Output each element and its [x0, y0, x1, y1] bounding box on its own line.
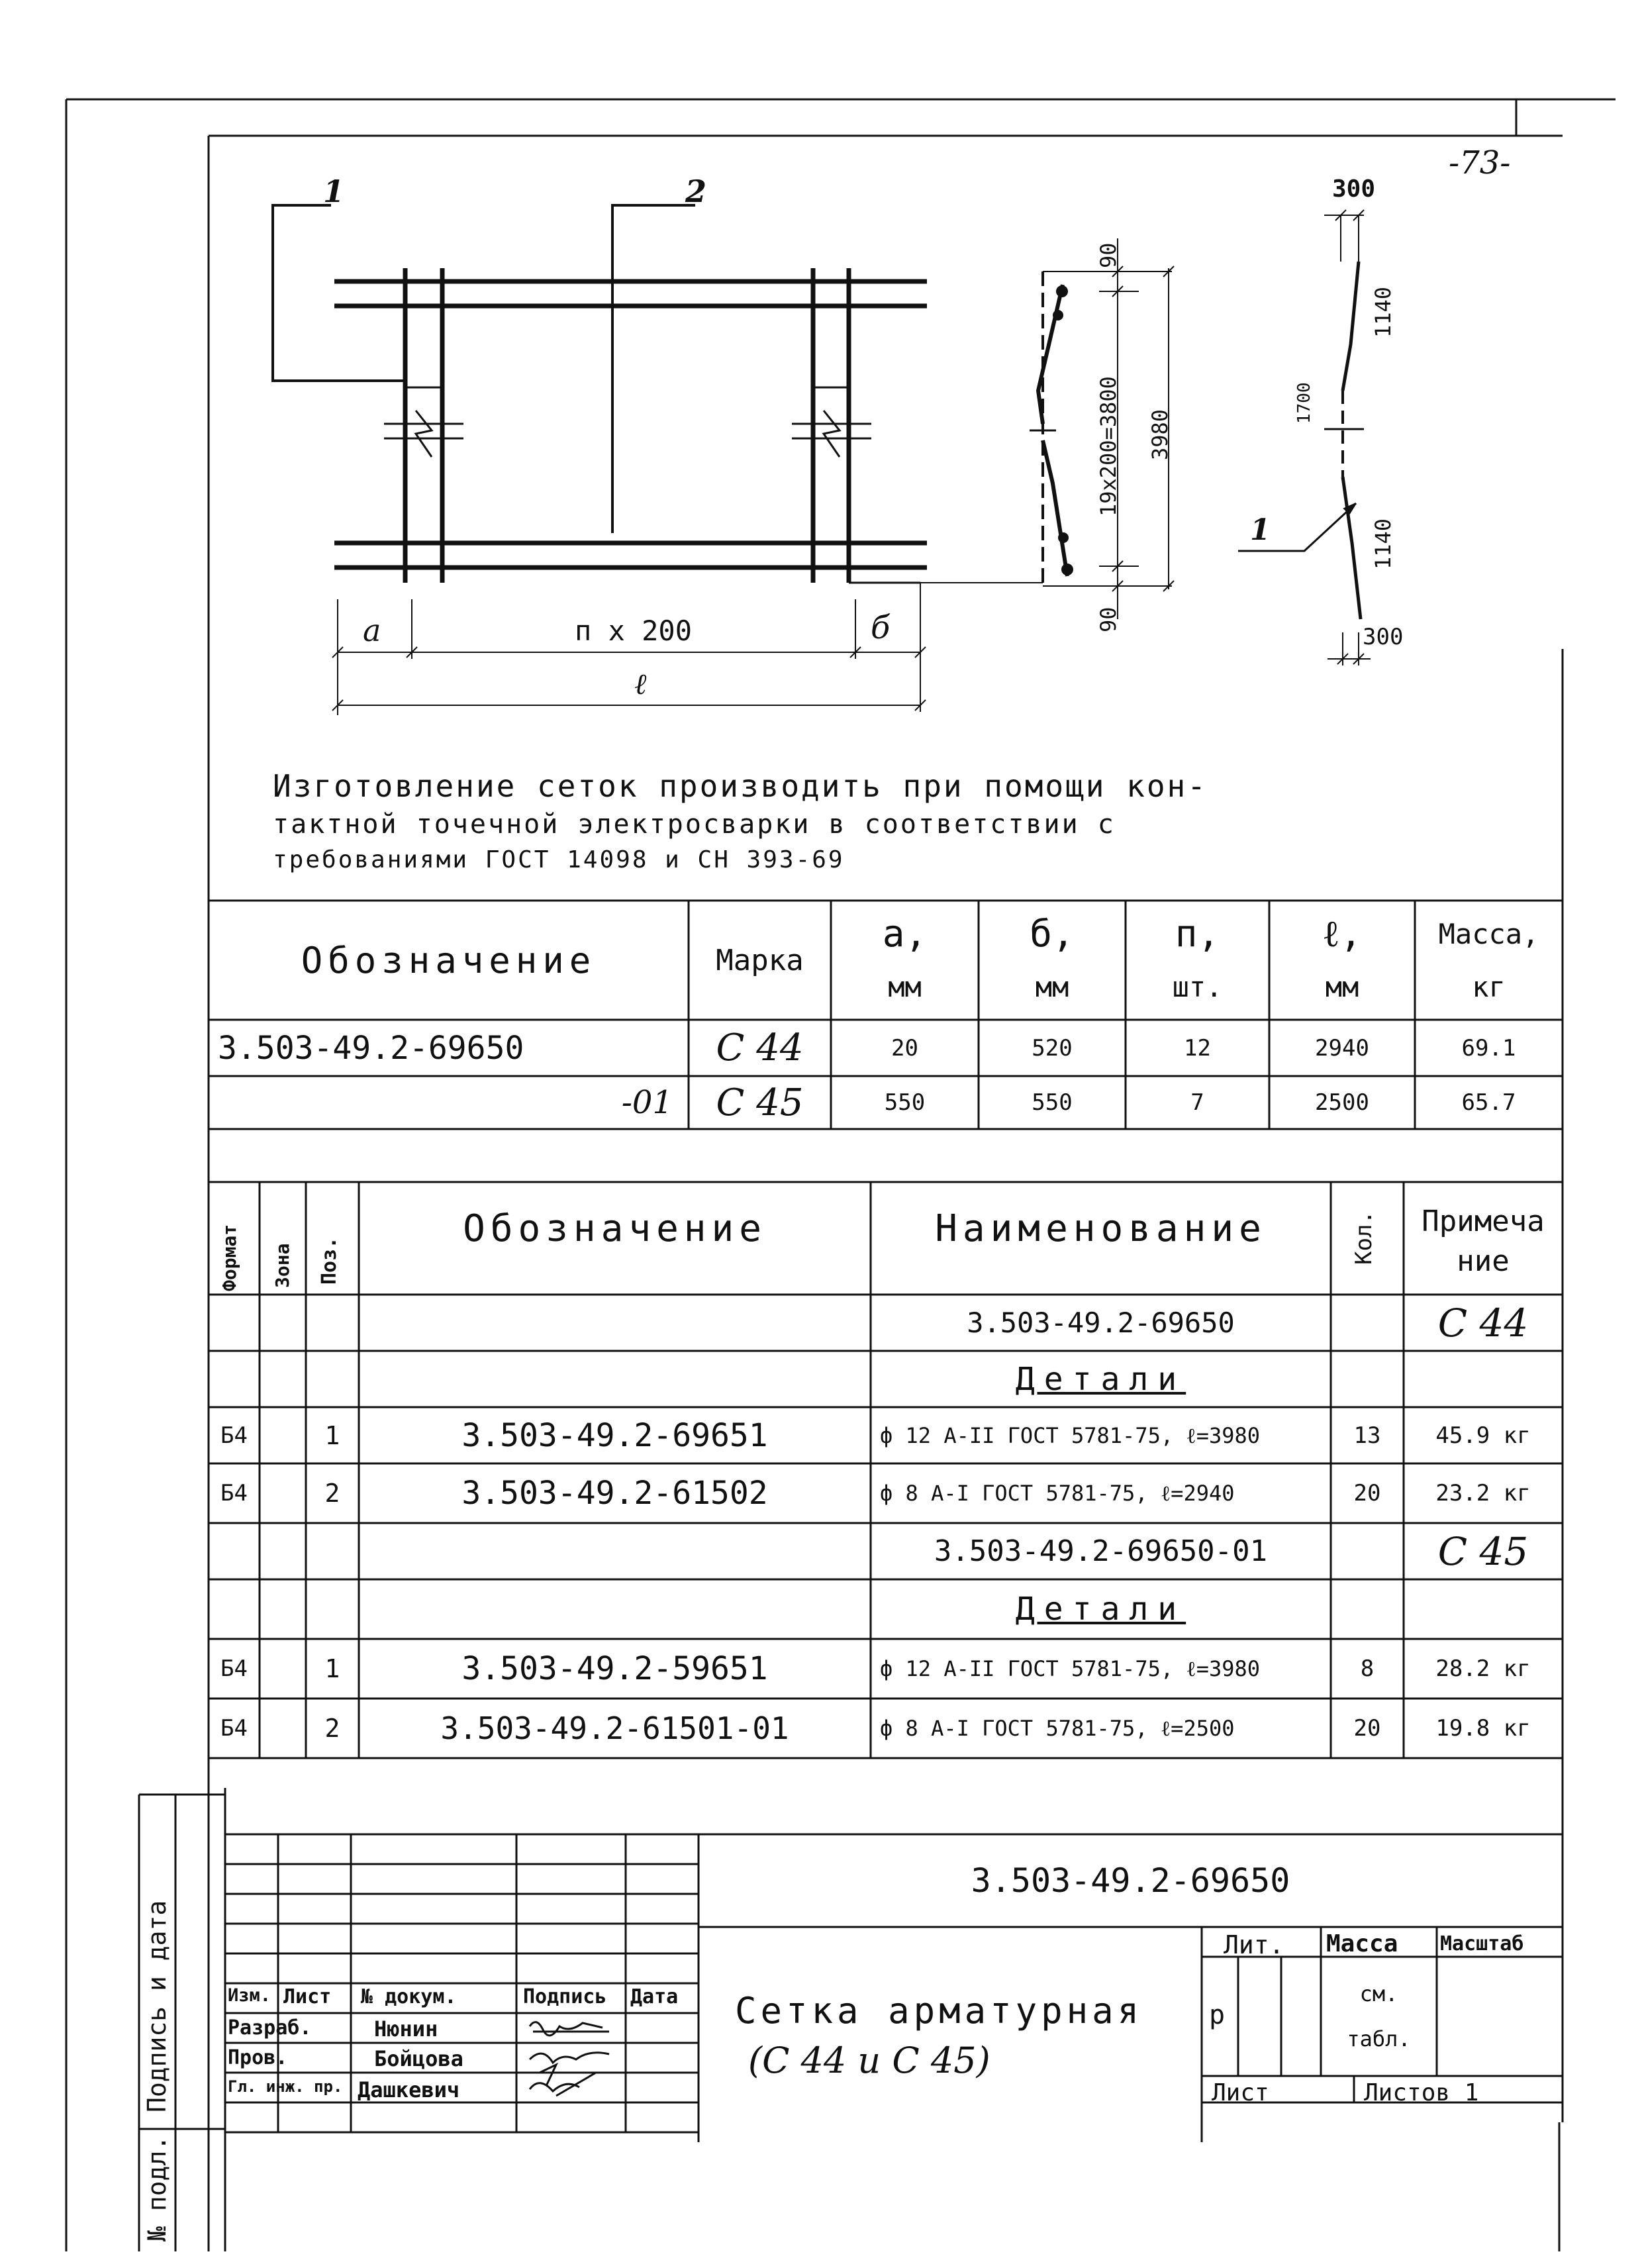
- spec-row-note: С 45: [1437, 1528, 1529, 1574]
- tb-mass-value: см. табл.: [1347, 1981, 1411, 2051]
- marks-row-mark: С 45: [716, 1081, 804, 1124]
- spec-header-qty: Кол.: [1351, 1210, 1377, 1265]
- dim-300-bottom-label: 300: [1363, 624, 1404, 650]
- dim-90-bottom-label: 90: [1096, 607, 1121, 632]
- tb-header-sheet: Лист: [283, 1985, 332, 2008]
- spec-header-format: Формат: [218, 1224, 240, 1291]
- marks-header-b-unit: мм: [1035, 970, 1069, 1003]
- marks-row-n: 7: [1190, 1089, 1204, 1116]
- section-label-1: 1: [323, 173, 345, 209]
- spec-row-format: Б4: [220, 1480, 248, 1506]
- tb-header-date: Дата: [630, 1985, 679, 2008]
- marks-header-a: а,: [882, 912, 928, 956]
- spec-row-section: Детали: [1015, 1591, 1186, 1628]
- tb-name: Дашкевич: [358, 2077, 460, 2102]
- spec-row-name: ф 12 А-II ГОСТ 5781-75, ℓ=3980: [880, 1422, 1261, 1448]
- spec-row-section: Детали: [1015, 1360, 1186, 1398]
- marks-row-l: 2500: [1315, 1089, 1369, 1116]
- spec-row-format: Б4: [220, 1715, 248, 1742]
- title-line-1: Сетка арматурная: [735, 1990, 1143, 2032]
- marks-header-b: б,: [1030, 912, 1075, 956]
- spec-header-pos: Поз.: [318, 1236, 341, 1285]
- dim-n200-label: п х 200: [575, 615, 693, 647]
- tb-role: Пров.: [228, 2046, 288, 2069]
- tb-role: Гл. инж. пр.: [228, 2077, 343, 2096]
- dim-1140-top-label: 1140: [1371, 286, 1396, 338]
- tb-header-signature: Подпись: [523, 1985, 607, 2008]
- dim-a-label: a: [363, 613, 381, 648]
- spec-row-format: Б4: [220, 1422, 248, 1449]
- marks-row-l: 2940: [1315, 1034, 1369, 1061]
- spec-header-designation: Обозначение: [463, 1207, 767, 1250]
- signatures: [516, 2013, 626, 2102]
- spec-header-zone: Зона: [271, 1243, 293, 1288]
- dim-300-top-label: 300: [1332, 175, 1376, 203]
- spec-row-note: 28.2 кг: [1435, 1655, 1531, 1682]
- spec-row-pos: 2: [324, 1479, 340, 1508]
- note-line-3: требованиями ГОСТ 14098 и СН 393-69: [273, 846, 845, 873]
- tb-role: Разраб.: [228, 2016, 312, 2040]
- tb-name: Бойцова: [374, 2046, 463, 2071]
- marks-row-b: 550: [1032, 1089, 1073, 1116]
- dim-1700-label: 1700: [1294, 382, 1314, 424]
- spec-row-pos: 2: [324, 1714, 340, 1743]
- marks-header-l-unit: мм: [1325, 970, 1359, 1003]
- tb-header-doc-no: № докум.: [361, 1985, 457, 2008]
- spec-row-qty: 20: [1353, 1715, 1381, 1742]
- dim-1140-bottom-label: 1140: [1371, 518, 1396, 569]
- title-doc-number: 3.503-49.2-69650: [971, 1861, 1290, 1900]
- spec-row-note: 45.9 кг: [1435, 1422, 1531, 1449]
- spec-row-qty: 20: [1353, 1480, 1381, 1506]
- spec-row-note: 23.2 кг: [1435, 1480, 1531, 1506]
- section-label-2: 2: [685, 173, 707, 209]
- marks-header-l: ℓ,: [1322, 912, 1363, 956]
- spec-row-note: С 44: [1437, 1300, 1529, 1346]
- spec-header-name: Наименование: [935, 1207, 1267, 1250]
- tb-sheet-label: Лист: [1212, 2079, 1269, 2106]
- marks-row-mass: 65.7: [1461, 1089, 1516, 1116]
- callout-label-1: 1: [1250, 513, 1271, 547]
- tb-mass-label: Масса: [1326, 1930, 1398, 1957]
- tb-stage-label: Лит.: [1224, 1930, 1284, 1959]
- marks-row-b: 520: [1032, 1034, 1073, 1061]
- marks-header-n-unit: шт.: [1172, 970, 1223, 1003]
- tb-name: Нюнин: [374, 2016, 438, 2042]
- marks-row-designation: -01: [621, 1084, 673, 1121]
- spec-row-designation: 3.503-49.2-59651: [461, 1650, 768, 1687]
- spec-row-format: Б4: [220, 1655, 248, 1682]
- dim-l-label: ℓ: [634, 667, 647, 701]
- note-line-2: тактной точечной электросварки в соответствии с: [273, 809, 1116, 840]
- spec-row-pos: 1: [324, 1420, 340, 1450]
- marks-header-mass-unit: кг: [1472, 970, 1506, 1003]
- spec-header-note: Примечание: [1422, 1205, 1545, 1278]
- spec-row-note: 19.8 кг: [1435, 1715, 1531, 1742]
- spec-row-name: 3.503-49.2-69650-01: [934, 1534, 1268, 1568]
- spec-row-name: ф 12 А-II ГОСТ 5781-75, ℓ=3980: [880, 1656, 1261, 1681]
- marks-row-n: 12: [1184, 1034, 1211, 1061]
- dim-19x200-label: 19х200=3800: [1096, 376, 1121, 517]
- tb-header-change: Изм.: [228, 1985, 271, 2006]
- title-line-2: (С 44 и С 45): [748, 2040, 990, 2081]
- spec-row-qty: 13: [1353, 1422, 1381, 1449]
- spec-row-designation: 3.503-49.2-61501-01: [440, 1710, 789, 1746]
- side-stamp-signature-date: Подпись и дата: [142, 1900, 171, 2112]
- dim-b-label: б: [871, 609, 891, 646]
- spec-row-designation: 3.503-49.2-61502: [461, 1475, 768, 1512]
- marks-row-mass: 69.1: [1461, 1034, 1516, 1061]
- marks-header-designation: Обозначение: [301, 939, 597, 981]
- marks-row-mark: С 44: [716, 1026, 804, 1069]
- tb-scale-label: Масштаб: [1440, 1932, 1524, 1955]
- marks-header-a-unit: мм: [888, 970, 922, 1003]
- spec-row-designation: 3.503-49.2-69651: [461, 1416, 768, 1454]
- side-stamp-inv-no: № подл.: [142, 2135, 171, 2242]
- note-line-1: Изготовление сеток производить при помощи кон-: [273, 768, 1208, 804]
- marks-header-mark: Марка: [716, 943, 804, 977]
- sheet-number: -73-: [1449, 144, 1511, 181]
- spec-row-qty: 8: [1360, 1655, 1375, 1682]
- tb-sheets-label: Листов 1: [1364, 2079, 1479, 2106]
- spec-row-name: ф 8 А-I ГОСТ 5781-75, ℓ=2940: [880, 1481, 1235, 1506]
- tb-stage-value: р: [1209, 2000, 1226, 2030]
- dim-3980-label: 3980: [1147, 409, 1173, 460]
- spec-row-name: ф 8 А-I ГОСТ 5781-75, ℓ=2500: [880, 1716, 1235, 1741]
- marks-row-a: 550: [884, 1089, 926, 1116]
- spec-row-name: 3.503-49.2-69650: [967, 1307, 1235, 1339]
- marks-header-n: п,: [1175, 912, 1220, 956]
- dim-90-top-label: 90: [1096, 242, 1121, 268]
- spec-row-pos: 1: [324, 1654, 340, 1683]
- marks-row-designation: 3.503-49.2-69650: [218, 1029, 524, 1067]
- marks-row-a: 20: [891, 1034, 918, 1061]
- marks-header-mass: Масса,: [1438, 917, 1539, 950]
